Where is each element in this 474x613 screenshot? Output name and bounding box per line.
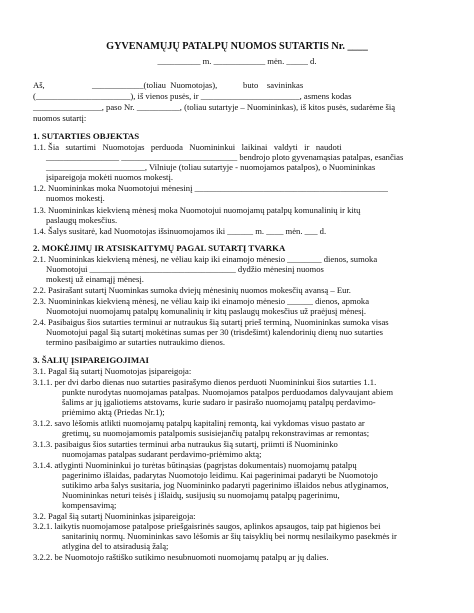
section-3-line: 3.2.1. laikytis nuomojamose patalpose priešgaisrinės saugos, aplinkos apsaugos, taip pat higienos bei [33, 521, 381, 531]
section-1-line: 1.4. Šalys susitarė, kad Nuomotojas išsinuomojamos iki ______ m. ____ mėn. ___ d. [33, 226, 327, 236]
section-1-heading: 1. SUTARTIES OBJEKTAS [33, 131, 140, 141]
intro-line-2: (______________________), iš vienos pusės, ir _______________________, asmens kodas [33, 91, 352, 101]
section-3-line: kompensavimą; [62, 500, 117, 510]
intro-line-3: ________________, paso Nr. __________, (toliau sutartyje – Nuomininkas), iš kitos pusės, sudarėme šią [33, 102, 396, 112]
section-3-line: pagerinimo išlaidas, padarytas Nuomotojo leidimu. Kai pagerinimai padaryti be Nuomotojo [62, 470, 378, 480]
section-2-line: Nuomotojui pagal šią sutartį mokėtinas sumas per 30 (trisdešimt) kalendorinių dienų nuo sutarties [46, 327, 384, 337]
section-3-line: atlygina del to atsiradusią žalą; [62, 541, 169, 551]
section-1-line: _________________ ___________________________ bendrojo ploto gyvenamąsias patalpas, esančias [46, 152, 404, 162]
section-2-line: mokestį už einamąjį mėnesį. [46, 274, 144, 284]
section-3-line: sutikimo arba šalys susitaria, jog Nuomininko padaryti pagerinimo išlaidos nebus atlyginamos, [62, 480, 389, 490]
section-2-line: 2.4. Pasibaigus šios sutarties terminui ar nutraukus šią sutartį prieš terminą, Nuomininkas sumoka visas [33, 317, 389, 327]
section-3-line: šalims ar jų įgaliotiems atstovams, kurie sudaro ir pasirašo nuomojamų patalpų perdavimo- [62, 397, 376, 407]
section-3-line: 3.1.2. savo lėšomis atlikti nuomojamų patalpų kapitalinį remontą, kai vykdomas visuo pastato ar [33, 418, 365, 428]
section-2-line: Nuomotojui __________________________________ dydžio mėnesinį nuomos [46, 264, 324, 274]
section-2-line: 2.3. Nuomininkas kiekvieną mėnesį, ne vėliau kaip iki einamojo mėnesio ______ dienos, apmoka [33, 296, 370, 306]
section-3-line: 3.2. Pagal šią sutartį Nuomininkas įsipareigoja: [33, 511, 196, 521]
section-3-line: punkte nurodytas nuomojamas patalpas. Nuomojamos patalpos perduodamos dalyvaujant abiem [62, 387, 394, 397]
section-1-line: nuomos mokestį. [46, 193, 105, 203]
section-3-line: sanitarinių normų. Nuomininkas savo lėšomis ar šių taisyklių bei normų nesilaikymo pasekmės ir [62, 531, 397, 541]
section-1-line: 1.1. Šia sutartimi Nuomotojas perduoda Nuomininkui laikinai valdyti ir naudoti [33, 142, 342, 152]
section-3-line: 3.1. Pagal šią sutartį Nuomotojas įsipareigoja: [33, 366, 192, 376]
section-3-line: gretimų, su nuomojamomis patalpomis susisiejančių patalpų rekonstravimas ar remontas; [62, 428, 370, 438]
section-2-line: 2.1. Nuomininkas kiekvieną mėnesį, ne vėliau kaip iki einamojo mėnesio ________ dienos, sumoka [33, 254, 378, 264]
section-1-line: įsipareigoja mokėti nuomos mokestį. [46, 172, 173, 182]
section-3-line: nuomojamas patalpas sudarant perdavimo-priėmimo aktą; [62, 449, 262, 459]
section-3-heading: 3. ŠALIŲ ĮSIPAREIGOJIMAI [33, 355, 149, 365]
section-3-line: 3.1.4. atlyginti Nuomininkui jo turėtas būtinąsias (pagrįstas dokumentais) nuomojamų patalpų [33, 460, 357, 470]
section-2-heading: 2. MOKĖJIMŲ IR ATSISKAITYMŲ PAGAL SUTARTĮ TVARKA [33, 243, 286, 253]
section-3-line: 3.1.3. pasibaigus šios sutarties terminui arba nutraukus šią sutartį, priimti iš Nuomininko [33, 439, 338, 449]
section-2-line: Nuomotojui nuomojamų patalpų komunalinių ir kitų paslaugų mokesčius už praėjusį mėnesį. [46, 306, 367, 316]
section-3-line: priėmimo aktą (Priedas Nr.1); [62, 407, 165, 417]
section-1-line: 1.2. Nuomininkas moka Nuomotojui mėnesinį _____________________________________________ [33, 183, 388, 193]
intro-line-4: nuomos sutartį: [33, 113, 87, 123]
section-3-line: 3.2.2. be Nuomotojo raštiško sutikimo nesubnuomoti nuomojamų patalpų ar jų dalies. [33, 552, 329, 562]
section-1-line: paslaugų mokesčius. [46, 215, 118, 225]
document-date-line: __________ m. ____________ mėn. _____ d. [157, 56, 317, 66]
section-2-line: termino pasibaigimo ar sutarties nutraukimo dienos. [46, 337, 226, 347]
document-title: GYVENAMŲJŲ PATALPŲ NUOMOS SUTARTIS Nr. ____ [106, 41, 368, 52]
section-1-line: 1.3. Nuomininkas kiekvieną mėnesį moka Nuomotojui nuomojamų patalpų komunalinių ir kitų [33, 205, 361, 215]
section-3-line: 3.1.1. per dvi darbo dienas nuo sutarties pasirašymo dienos perduoti Nuomininkui šios sutarties 1.1. [33, 377, 377, 387]
intro-line-1: Aš, ____________(toliau Nuomotojas), buto savininkas [33, 80, 304, 90]
section-3-line: Nuomininkas neturi teisės į išlaidų, susijusių su nuomojamų patalpų pagerinimu, [62, 490, 340, 500]
section-1-line: _______________________, Vilniuje (toliau sutartyje - nuomojamos patalpos), o Nuomininkas [46, 162, 376, 172]
section-2-line: 2.2. Pasirašant sutartį Nuominkas sumoka dviejų mėnesinių nuomos mokesčių avansą – Eur. [33, 285, 351, 295]
